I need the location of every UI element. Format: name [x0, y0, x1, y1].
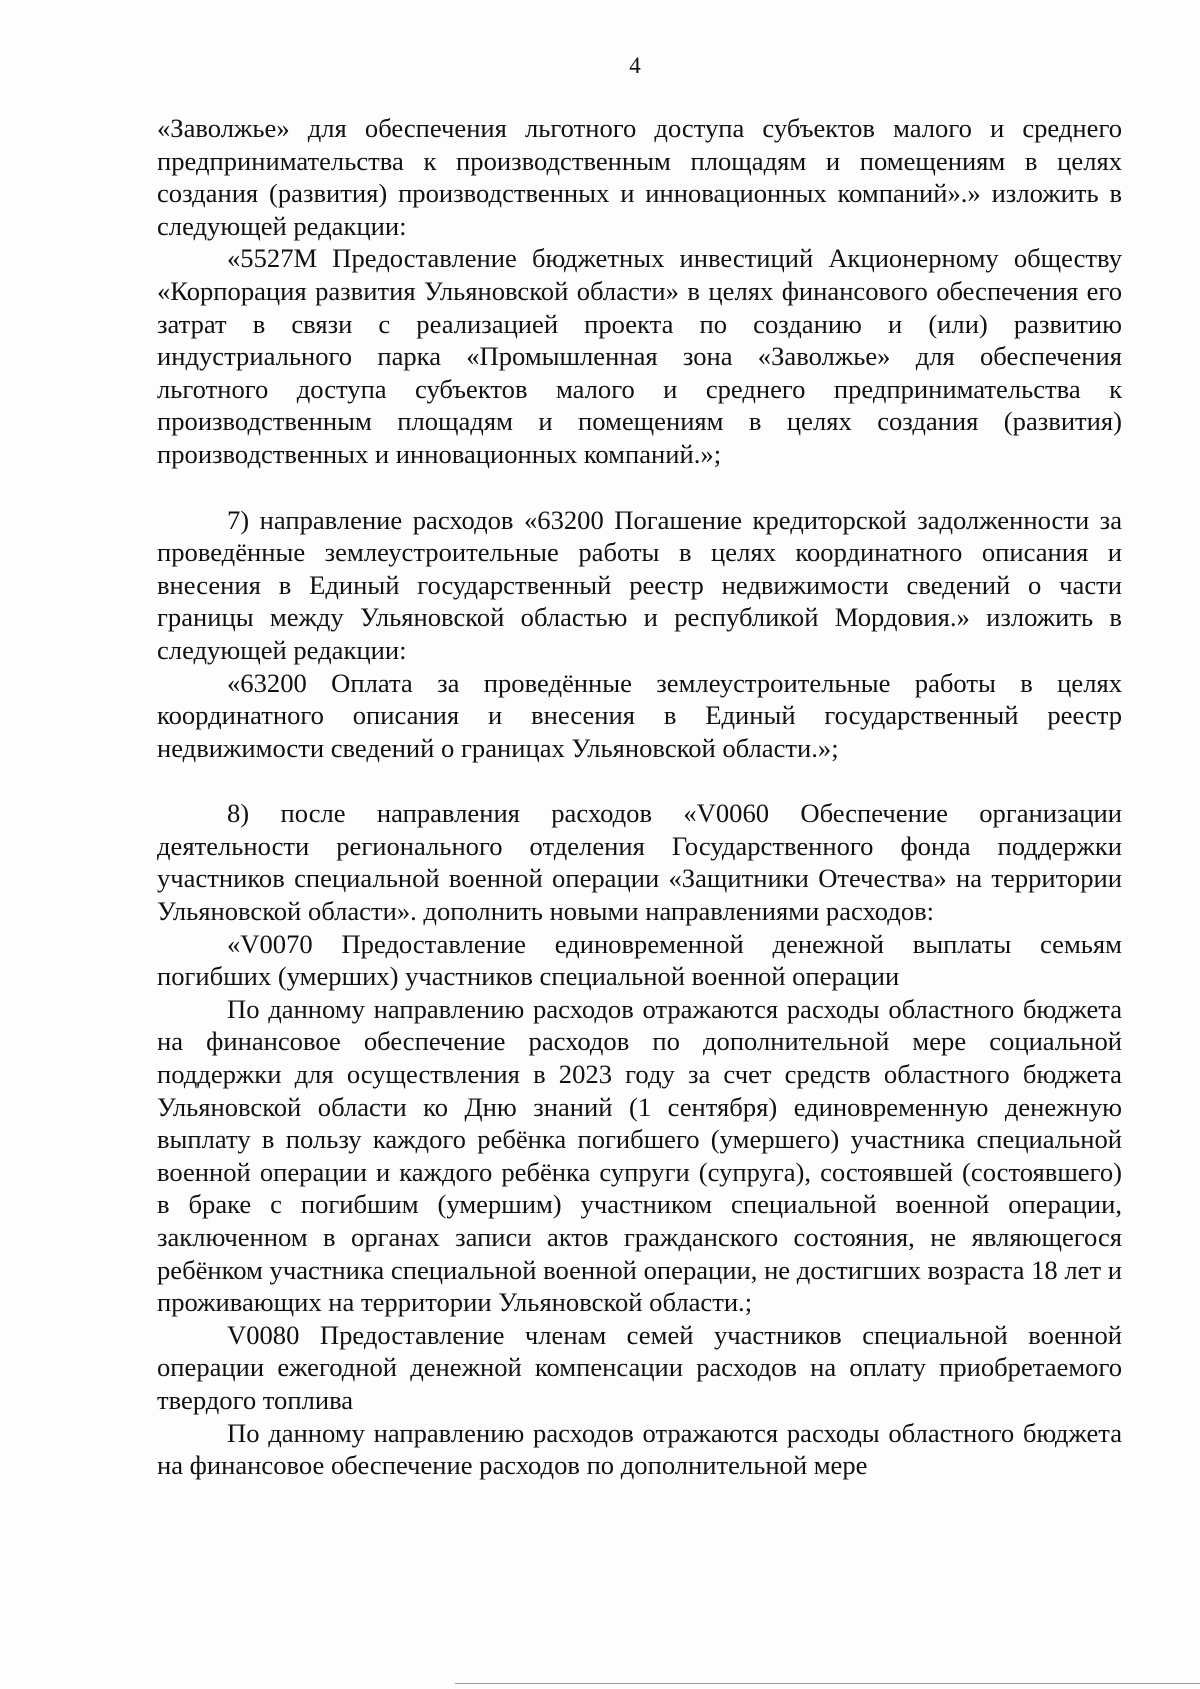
paragraph-v0080-title: V0080 Предоставление членам семей участников специальной военной операции ежегодной денежной компенсации расходов на оплату приобретаемого твердого топлива: [157, 1319, 1122, 1415]
page-number: 4: [629, 53, 641, 78]
paragraph-item-8: 8) после направления расходов «V0060 Обеспечение организации деятельности регионального отделения Государственного фонда поддержки участников специальной военной операции «Защитники Отечества» на территории Ульяновской области». дополнить новыми направлениями расходов:: [157, 798, 1122, 927]
paragraph-v0070-title: «V0070 Предоставление единовременной денежной выплаты семьям погибших (умерших) участников специальной военной операции: [157, 928, 1122, 992]
paragraph-item-7: 7) направление расходов «63200 Погашение кредиторской задолженности за проведённые землеустроительные работы в целях координатного описания и внесения в Единый государственный реестр недвижимости сведений о части границы между Ульяновской областью и республикой Мордовия.» изложить в следующей редакции:: [157, 504, 1122, 665]
bottom-scan-edge: [455, 1683, 1200, 1684]
paragraph-v0070-description: По данному направлению расходов отражаются расходы областного бюджета на финансовое обеспечение расходов по дополнительной мере социальной поддержки для осуществления в 2023 году за счет средств областного бюджета Ульяновской области ко Дню знаний (1 сентября) единовременную денежную выплату в пользу каждого ребёнка погибшего (умершего) участника специальной военной операции и каждого ребёнка супруги (супруга), состоявшей (состоявшего) в браке с погибшим (умершим) участником специальной военной операции, заключенном в органах записи актов гражданского состояния, не являющегося ребёнком участника специальной военной операции, не достигших возраста 18 лет и проживающих на территории Ульяновской области.;: [157, 993, 1122, 1318]
paragraph-gap: [157, 764, 1122, 797]
paragraph-63200-new-wording: «63200 Оплата за проведённые землеустроительные работы в целях координатного описания и внесения в Единый государственный реестр недвижимости сведений о границах Ульяновской области.»;: [157, 667, 1122, 763]
document-body: [157, 112, 1122, 1482]
paragraph-5527m-new-wording: «5527М Предоставление бюджетных инвестиций Акционерному обществу «Корпорация развития Ульяновской области» в целях финансового обеспечения его затрат в связи с реализацией проекта по созданию и (или) развитию индустриального парка «Промышленная зона «Заволжье» для обеспечения льготного доступа субъектов малого и среднего предпринимательства к производственным площадям и помещениям в целях создания (развития) производственных и инновационных компаний.»;: [157, 243, 1122, 469]
paragraph-continuation: «Заволжье» для обеспечения льготного доступа субъектов малого и среднего предпринимательства к производственным площадям и помещениям в целях создания (развития) производственных и инновационных компаний».» изложить в следующей редакции:: [157, 113, 1122, 241]
paragraph-gap: [157, 471, 1122, 504]
paragraph-v0080-description: По данному направлению расходов отражаются расходы областного бюджета на финансовое обеспечение расходов по дополнительной мере: [157, 1417, 1122, 1481]
